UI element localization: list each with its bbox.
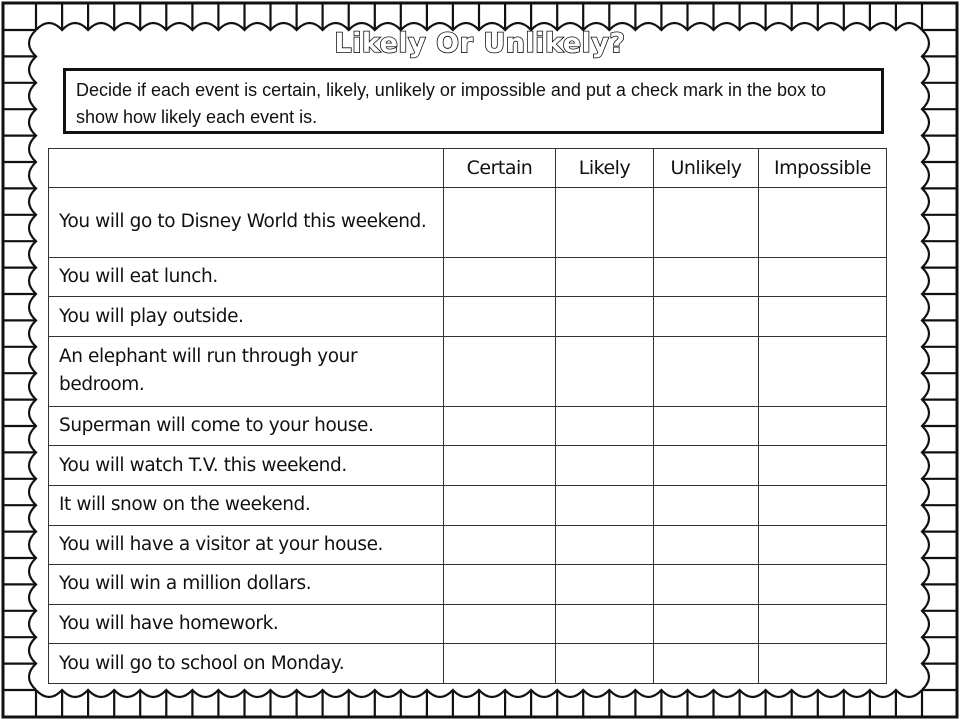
- impossible-checkbox[interactable]: [759, 644, 887, 684]
- unlikely-checkbox[interactable]: [654, 644, 759, 684]
- header-unlikely: Unlikely: [654, 149, 759, 188]
- event-label: You will have homework.: [49, 604, 444, 644]
- event-label: It will snow on the weekend.: [49, 486, 444, 526]
- unlikely-checkbox[interactable]: [654, 486, 759, 526]
- likely-checkbox[interactable]: [556, 188, 654, 258]
- table-row: [49, 525, 887, 565]
- table-row: [49, 297, 887, 337]
- header-row: [49, 149, 887, 188]
- event-label: An elephant will run through your bedroom.: [49, 337, 444, 407]
- table-row: [49, 446, 887, 486]
- certain-checkbox[interactable]: [444, 644, 556, 684]
- certain-checkbox[interactable]: [444, 604, 556, 644]
- table-row: [49, 188, 887, 258]
- impossible-checkbox[interactable]: [759, 188, 887, 258]
- likely-checkbox[interactable]: [556, 604, 654, 644]
- unlikely-checkbox[interactable]: [654, 297, 759, 337]
- likely-checkbox[interactable]: [556, 257, 654, 297]
- likely-checkbox[interactable]: [556, 644, 654, 684]
- impossible-checkbox[interactable]: [759, 337, 887, 407]
- unlikely-checkbox[interactable]: [654, 446, 759, 486]
- table-row: [49, 337, 887, 407]
- event-label: You will watch T.V. this weekend.: [49, 446, 444, 486]
- header-blank: [49, 149, 444, 188]
- certain-checkbox[interactable]: [444, 565, 556, 605]
- impossible-checkbox[interactable]: [759, 297, 887, 337]
- unlikely-checkbox[interactable]: [654, 604, 759, 644]
- certain-checkbox[interactable]: [444, 188, 556, 258]
- certain-checkbox[interactable]: [444, 525, 556, 565]
- table-row: [49, 565, 887, 605]
- likely-checkbox[interactable]: [556, 565, 654, 605]
- unlikely-checkbox[interactable]: [654, 257, 759, 297]
- certain-checkbox[interactable]: [444, 297, 556, 337]
- certain-checkbox[interactable]: [444, 257, 556, 297]
- unlikely-checkbox[interactable]: [654, 337, 759, 407]
- event-label: Superman will come to your house.: [49, 406, 444, 446]
- header-certain: Certain: [444, 149, 556, 188]
- certain-checkbox[interactable]: [444, 337, 556, 407]
- unlikely-checkbox[interactable]: [654, 565, 759, 605]
- likely-checkbox[interactable]: [556, 337, 654, 407]
- impossible-checkbox[interactable]: [759, 406, 887, 446]
- event-label: You will win a million dollars.: [49, 565, 444, 605]
- likely-checkbox[interactable]: [556, 446, 654, 486]
- impossible-checkbox[interactable]: [759, 257, 887, 297]
- table-row: [49, 406, 887, 446]
- probability-table: [48, 148, 887, 684]
- likely-checkbox[interactable]: [556, 297, 654, 337]
- likely-checkbox[interactable]: [556, 486, 654, 526]
- table-row: [49, 644, 887, 684]
- certain-checkbox[interactable]: [444, 446, 556, 486]
- impossible-checkbox[interactable]: [759, 446, 887, 486]
- certain-checkbox[interactable]: [444, 406, 556, 446]
- header-impossible: Impossible: [759, 149, 887, 188]
- event-label: You will eat lunch.: [49, 257, 444, 297]
- table-row: [49, 486, 887, 526]
- event-label: You will have a visitor at your house.: [49, 525, 444, 565]
- page-title: Likely Or Unlikely?: [334, 28, 626, 59]
- event-label: You will go to school on Monday.: [49, 644, 444, 684]
- impossible-checkbox[interactable]: [759, 486, 887, 526]
- impossible-checkbox[interactable]: [759, 525, 887, 565]
- certain-checkbox[interactable]: [444, 486, 556, 526]
- unlikely-checkbox[interactable]: [654, 188, 759, 258]
- unlikely-checkbox[interactable]: [654, 406, 759, 446]
- table-row: [49, 257, 887, 297]
- table-row: [49, 604, 887, 644]
- impossible-checkbox[interactable]: [759, 604, 887, 644]
- unlikely-checkbox[interactable]: [654, 525, 759, 565]
- event-label: You will play outside.: [49, 297, 444, 337]
- likely-checkbox[interactable]: [556, 406, 654, 446]
- header-likely: Likely: [556, 149, 654, 188]
- likely-checkbox[interactable]: [556, 525, 654, 565]
- event-label: You will go to Disney World this weekend.: [49, 188, 444, 258]
- instructions-box: Decide if each event is certain, likely, unlikely or impossible and put a check mark in the box to show how likely each event is.: [63, 68, 884, 134]
- impossible-checkbox[interactable]: [759, 565, 887, 605]
